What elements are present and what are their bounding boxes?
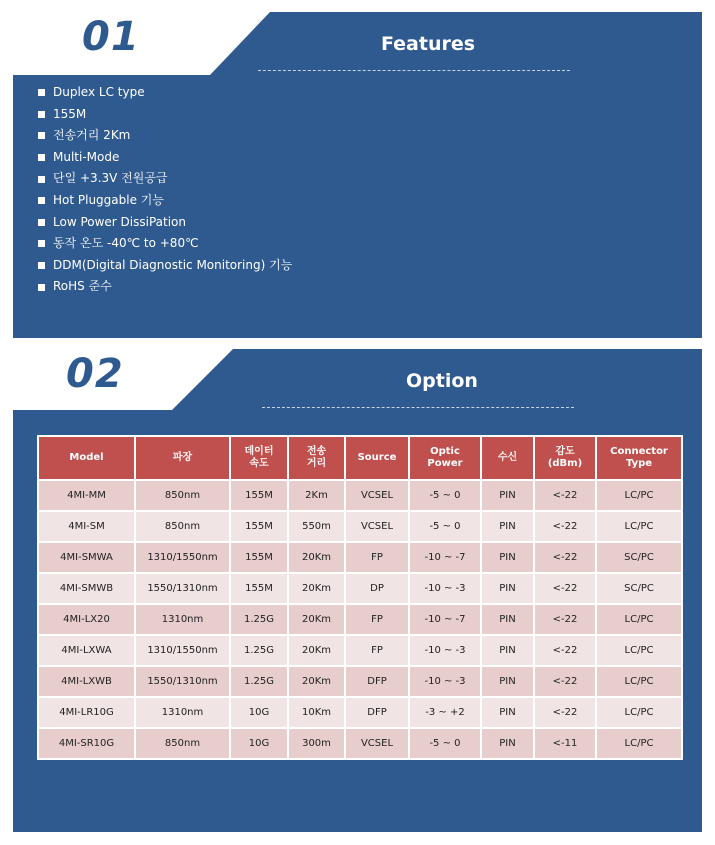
column-header-source: Source [345, 436, 409, 480]
table-header-row [38, 436, 682, 480]
cell-receiver: PIN [481, 728, 534, 759]
cell-sensitivity: <-22 [534, 604, 596, 635]
cell-data-rate: 10G [230, 728, 288, 759]
cell-receiver: PIN [481, 480, 534, 511]
cell-wavelength: 850nm [135, 728, 230, 759]
cell-model: 4MI-LX20 [38, 604, 135, 635]
cell-source: VCSEL [345, 511, 409, 542]
cell-optic-power: -5 ~ 0 [409, 728, 481, 759]
list-item: 동작 온도 -40℃ to +80℃ [38, 233, 292, 255]
cell-optic-power: -5 ~ 0 [409, 511, 481, 542]
cell-sensitivity: <-11 [534, 728, 596, 759]
cell-optic-power: -3 ~ +2 [409, 697, 481, 728]
cell-sensitivity: <-22 [534, 573, 596, 604]
cell-wavelength: 850nm [135, 480, 230, 511]
cell-connector-type: LC/PC [596, 480, 682, 511]
cell-data-rate: 155M [230, 480, 288, 511]
cell-wavelength: 1310/1550nm [135, 542, 230, 573]
cell-data-rate: 10G [230, 697, 288, 728]
column-header-optic-power: Optic Power [409, 436, 481, 480]
cell-model: 4MI-SMWB [38, 573, 135, 604]
cell-connector-type: LC/PC [596, 511, 682, 542]
cell-connector-type: SC/PC [596, 573, 682, 604]
cell-model: 4MI-LR10G [38, 697, 135, 728]
cell-model: 4MI-SR10G [38, 728, 135, 759]
cell-model: 4MI-LXWB [38, 666, 135, 697]
cell-data-rate: 155M [230, 573, 288, 604]
cell-sensitivity: <-22 [534, 542, 596, 573]
list-item: Low Power DissiPation [38, 212, 292, 234]
cell-distance: 20Km [288, 542, 345, 573]
column-header-wavelength: 파장 [135, 436, 230, 480]
cell-source: DFP [345, 697, 409, 728]
cell-receiver: PIN [481, 635, 534, 666]
cell-wavelength: 850nm [135, 511, 230, 542]
cell-source: VCSEL [345, 728, 409, 759]
cell-receiver: PIN [481, 511, 534, 542]
table-row [38, 511, 682, 542]
list-item: Hot Pluggable 기능 [38, 190, 292, 212]
option-title: Option [406, 370, 478, 392]
cell-receiver: PIN [481, 604, 534, 635]
cell-wavelength: 1310nm [135, 697, 230, 728]
cell-sensitivity: <-22 [534, 666, 596, 697]
option-table-body [38, 480, 682, 759]
cell-distance: 10Km [288, 697, 345, 728]
cell-model: 4MI-LXWA [38, 635, 135, 666]
features-number: 01 [82, 14, 140, 60]
cell-data-rate: 1.25G [230, 635, 288, 666]
cell-optic-power: -10 ~ -3 [409, 573, 481, 604]
table-row [38, 635, 682, 666]
cell-source: FP [345, 542, 409, 573]
cell-wavelength: 1550/1310nm [135, 666, 230, 697]
cell-model: 4MI-MM [38, 480, 135, 511]
cell-connector-type: LC/PC [596, 604, 682, 635]
list-item: Duplex LC type [38, 82, 292, 104]
column-header-connector-type: Connector Type [596, 436, 682, 480]
list-item: 단일 +3.3V 전원공급 [38, 168, 292, 190]
cell-receiver: PIN [481, 542, 534, 573]
cell-connector-type: LC/PC [596, 666, 682, 697]
column-header-receiver: 수신 [481, 436, 534, 480]
cell-model: 4MI-SM [38, 511, 135, 542]
cell-source: DFP [345, 666, 409, 697]
cell-receiver: PIN [481, 573, 534, 604]
cell-receiver: PIN [481, 697, 534, 728]
list-item: 전송거리 2Km [38, 125, 292, 147]
table-row [38, 604, 682, 635]
table-row [38, 542, 682, 573]
cell-distance: 550m [288, 511, 345, 542]
cell-optic-power: -5 ~ 0 [409, 480, 481, 511]
features-title: Features [380, 33, 476, 55]
cell-data-rate: 155M [230, 542, 288, 573]
table-row [38, 697, 682, 728]
list-item: Multi-Mode [38, 147, 292, 169]
cell-wavelength: 1310/1550nm [135, 635, 230, 666]
column-header-data-rate: 데이터 속도 [230, 436, 288, 480]
cell-connector-type: LC/PC [596, 635, 682, 666]
cell-distance: 20Km [288, 635, 345, 666]
table-row [38, 728, 682, 759]
cell-distance: 20Km [288, 666, 345, 697]
cell-distance: 2Km [288, 480, 345, 511]
cell-model: 4MI-SMWA [38, 542, 135, 573]
cell-source: VCSEL [345, 480, 409, 511]
cell-sensitivity: <-22 [534, 697, 596, 728]
list-item: DDM(Digital Diagnostic Monitoring) 기능 [38, 255, 292, 277]
option-title-underline [262, 407, 574, 408]
cell-distance: 20Km [288, 573, 345, 604]
cell-source: FP [345, 604, 409, 635]
cell-optic-power: -10 ~ -7 [409, 604, 481, 635]
cell-sensitivity: <-22 [534, 511, 596, 542]
table-row [38, 573, 682, 604]
cell-connector-type: LC/PC [596, 728, 682, 759]
column-header-distance: 전송 거리 [288, 436, 345, 480]
cell-distance: 20Km [288, 604, 345, 635]
cell-receiver: PIN [481, 666, 534, 697]
list-item: 155M [38, 104, 292, 126]
cell-data-rate: 1.25G [230, 604, 288, 635]
option-table [37, 435, 683, 760]
cell-wavelength: 1550/1310nm [135, 573, 230, 604]
list-item: RoHS 준수 [38, 276, 292, 298]
cell-sensitivity: <-22 [534, 635, 596, 666]
column-header-model: Model [38, 436, 135, 480]
table-row [38, 666, 682, 697]
cell-data-rate: 155M [230, 511, 288, 542]
cell-optic-power: -10 ~ -3 [409, 635, 481, 666]
column-header-sensitivity: 감도 (dBm) [534, 436, 596, 480]
table-row [38, 480, 682, 511]
cell-wavelength: 1310nm [135, 604, 230, 635]
cell-source: FP [345, 635, 409, 666]
cell-connector-type: LC/PC [596, 697, 682, 728]
cell-connector-type: SC/PC [596, 542, 682, 573]
option-number: 02 [66, 351, 124, 397]
cell-sensitivity: <-22 [534, 480, 596, 511]
cell-distance: 300m [288, 728, 345, 759]
cell-data-rate: 1.25G [230, 666, 288, 697]
cell-source: DP [345, 573, 409, 604]
cell-optic-power: -10 ~ -3 [409, 666, 481, 697]
cell-optic-power: -10 ~ -7 [409, 542, 481, 573]
